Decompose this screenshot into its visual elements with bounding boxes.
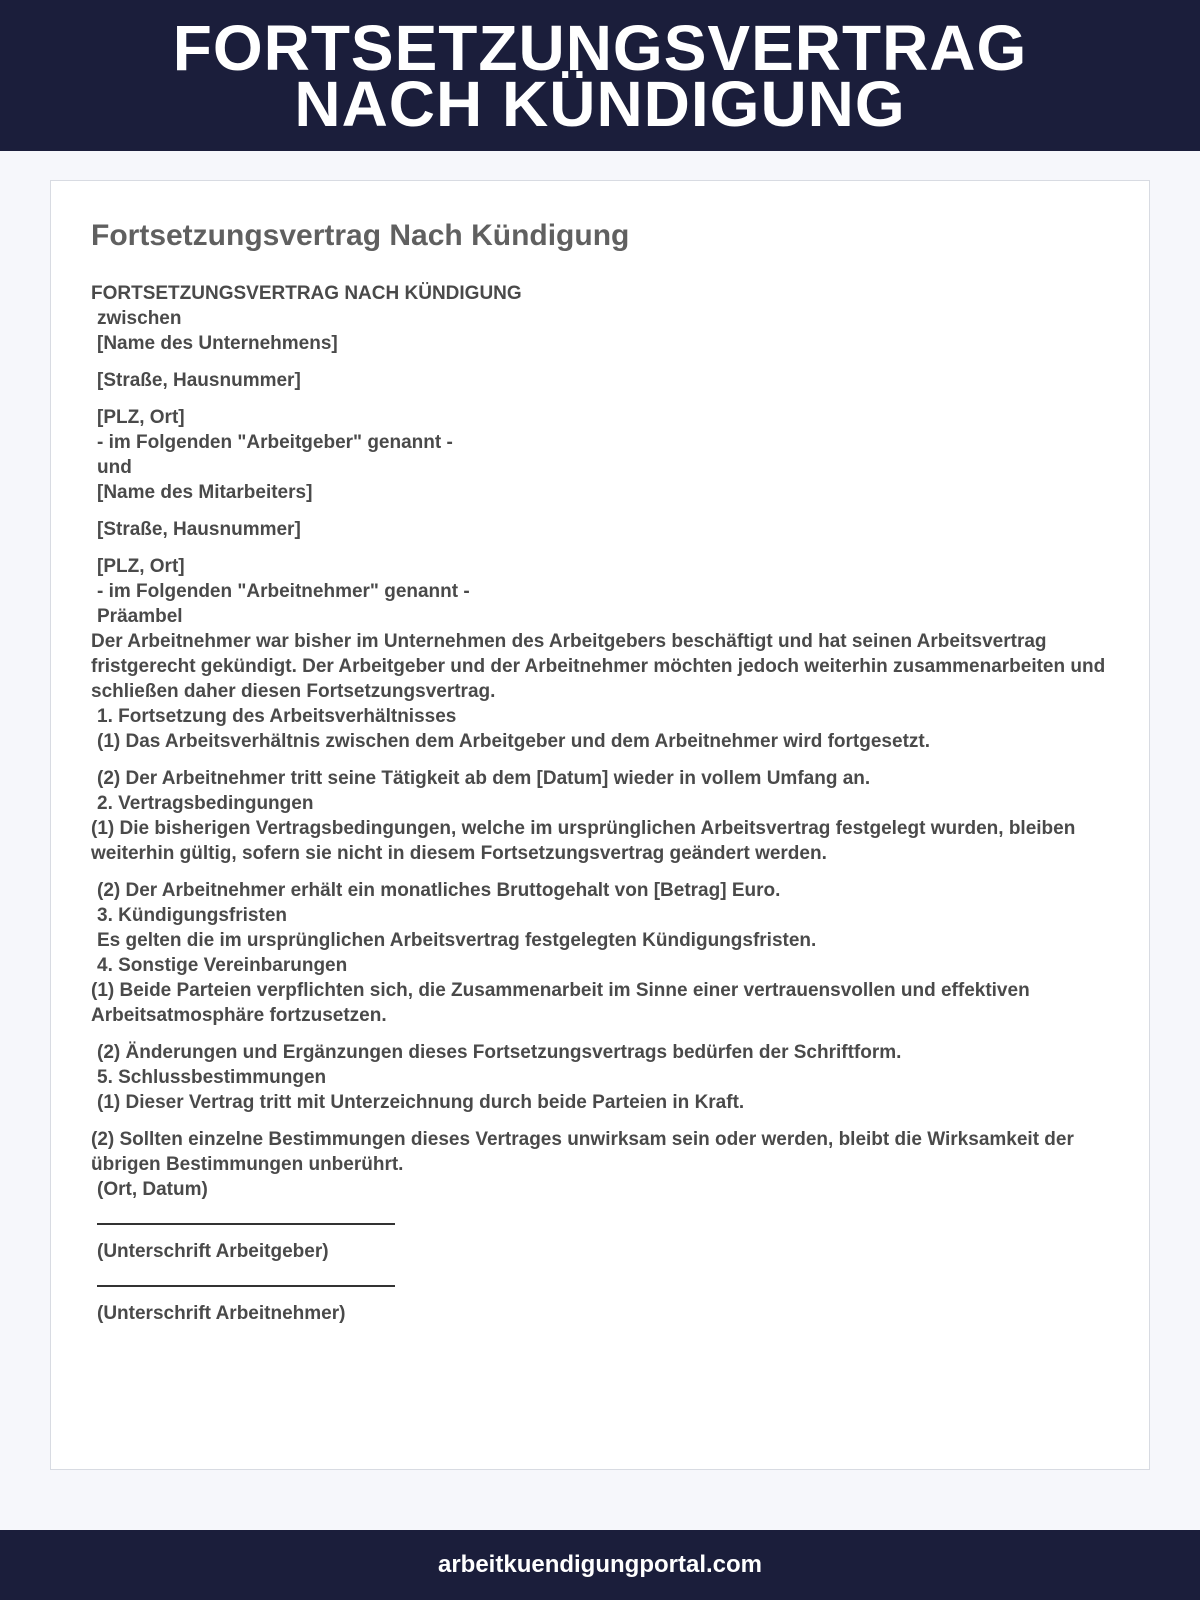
employee-signature-line xyxy=(97,1285,395,1287)
employee-name-placeholder: [Name des Mitarbeiters] xyxy=(97,482,313,503)
page-header xyxy=(0,0,1200,151)
section-2-clause-1: (1) Die bisherigen Vertragsbedingungen, welche im ursprünglichen Arbeitsvertrag festgelegt wurden, bleiben weiterhin gültig, sofern sie nicht in diesem Fortsetzungsvertrag geändert werden. xyxy=(91,818,1076,864)
contract-between: zwischen xyxy=(97,308,182,329)
section-4-clause-2: (2) Änderungen und Ergänzungen dieses Fortsetzungsvertrags bedürfen der Schriftform. xyxy=(97,1042,902,1063)
section-1-heading: 1. Fortsetzung des Arbeitsverhältnisses xyxy=(97,706,457,727)
employee-signature-label: (Unterschrift Arbeitnehmer) xyxy=(97,1303,346,1324)
section-2-heading: 2. Vertragsbedingungen xyxy=(97,793,314,814)
document-title: Fortsetzungsvertrag Nach Kündigung xyxy=(91,219,630,252)
employer-signature-label: (Unterschrift Arbeitgeber) xyxy=(97,1241,329,1262)
page-footer xyxy=(0,1530,1200,1600)
preamble-heading: Präambel xyxy=(97,606,183,627)
contract-and: und xyxy=(97,457,132,478)
employee-city-placeholder: [PLZ, Ort] xyxy=(97,556,185,577)
employer-city-placeholder: [PLZ, Ort] xyxy=(97,407,185,428)
section-4-heading: 4. Sonstige Vereinbarungen xyxy=(97,955,348,976)
header-title-line-1: FORTSETZUNGSVERTRAG xyxy=(172,11,1028,84)
header-title-line-2: NACH KÜNDIGUNG xyxy=(294,67,906,140)
employee-street-placeholder: [Straße, Hausnummer] xyxy=(97,519,301,540)
employer-signature-line xyxy=(97,1223,395,1225)
section-2-clause-2: (2) Der Arbeitnehmer erhält ein monatliches Bruttogehalt von [Betrag] Euro. xyxy=(97,880,781,901)
employer-designation: - im Folgenden "Arbeitgeber" genannt - xyxy=(97,432,453,453)
preamble-text: Der Arbeitnehmer war bisher im Unternehmen des Arbeitgebers beschäftigt und hat seinen Arbeitsvertrag fristgerecht gekündigt. Der Arbeitgeber und der Arbeitnehmer möchten jedoch weiterhin zusammenarbeiten und schließen daher diesen Fortsetzungsvertrag. xyxy=(91,631,1106,702)
section-3-text: Es gelten die im ursprünglichen Arbeitsvertrag festgelegten Kündigungsfristen. xyxy=(97,930,817,951)
section-4-clause-1: (1) Beide Parteien verpflichten sich, die Zusammenarbeit im Sinne einer vertrauensvollen und effektiven Arbeitsatmosphäre fortzusetzen. xyxy=(91,980,1030,1026)
document-card xyxy=(50,180,1150,1470)
section-5-clause-2: (2) Sollten einzelne Bestimmungen dieses Vertrages unwirksam sein oder werden, bleibt die Wirksamkeit der übrigen Bestimmungen unberührt. xyxy=(91,1129,1074,1175)
contract-heading: FORTSETZUNGSVERTRAG NACH KÜNDIGUNG xyxy=(91,283,522,304)
document-body xyxy=(91,281,1111,1326)
section-1-clause-2: (2) Der Arbeitnehmer tritt seine Tätigkeit ab dem [Datum] wieder in vollem Umfang an. xyxy=(97,768,871,789)
place-date-label: (Ort, Datum) xyxy=(97,1179,208,1200)
section-3-heading: 3. Kündigungsfristen xyxy=(97,905,287,926)
employer-street-placeholder: [Straße, Hausnummer] xyxy=(97,370,301,391)
section-1-clause-1: (1) Das Arbeitsverhältnis zwischen dem Arbeitgeber und dem Arbeitnehmer wird fortgesetzt. xyxy=(97,731,931,752)
section-5-heading: 5. Schlussbestimmungen xyxy=(97,1067,327,1088)
section-5-clause-1: (1) Dieser Vertrag tritt mit Unterzeichnung durch beide Parteien in Kraft. xyxy=(97,1092,745,1113)
employer-name-placeholder: [Name des Unternehmens] xyxy=(97,333,338,354)
employee-designation: - im Folgenden "Arbeitnehmer" genannt - xyxy=(97,581,470,602)
footer-site-name: arbeitkuendigungportal.com xyxy=(437,1551,763,1578)
